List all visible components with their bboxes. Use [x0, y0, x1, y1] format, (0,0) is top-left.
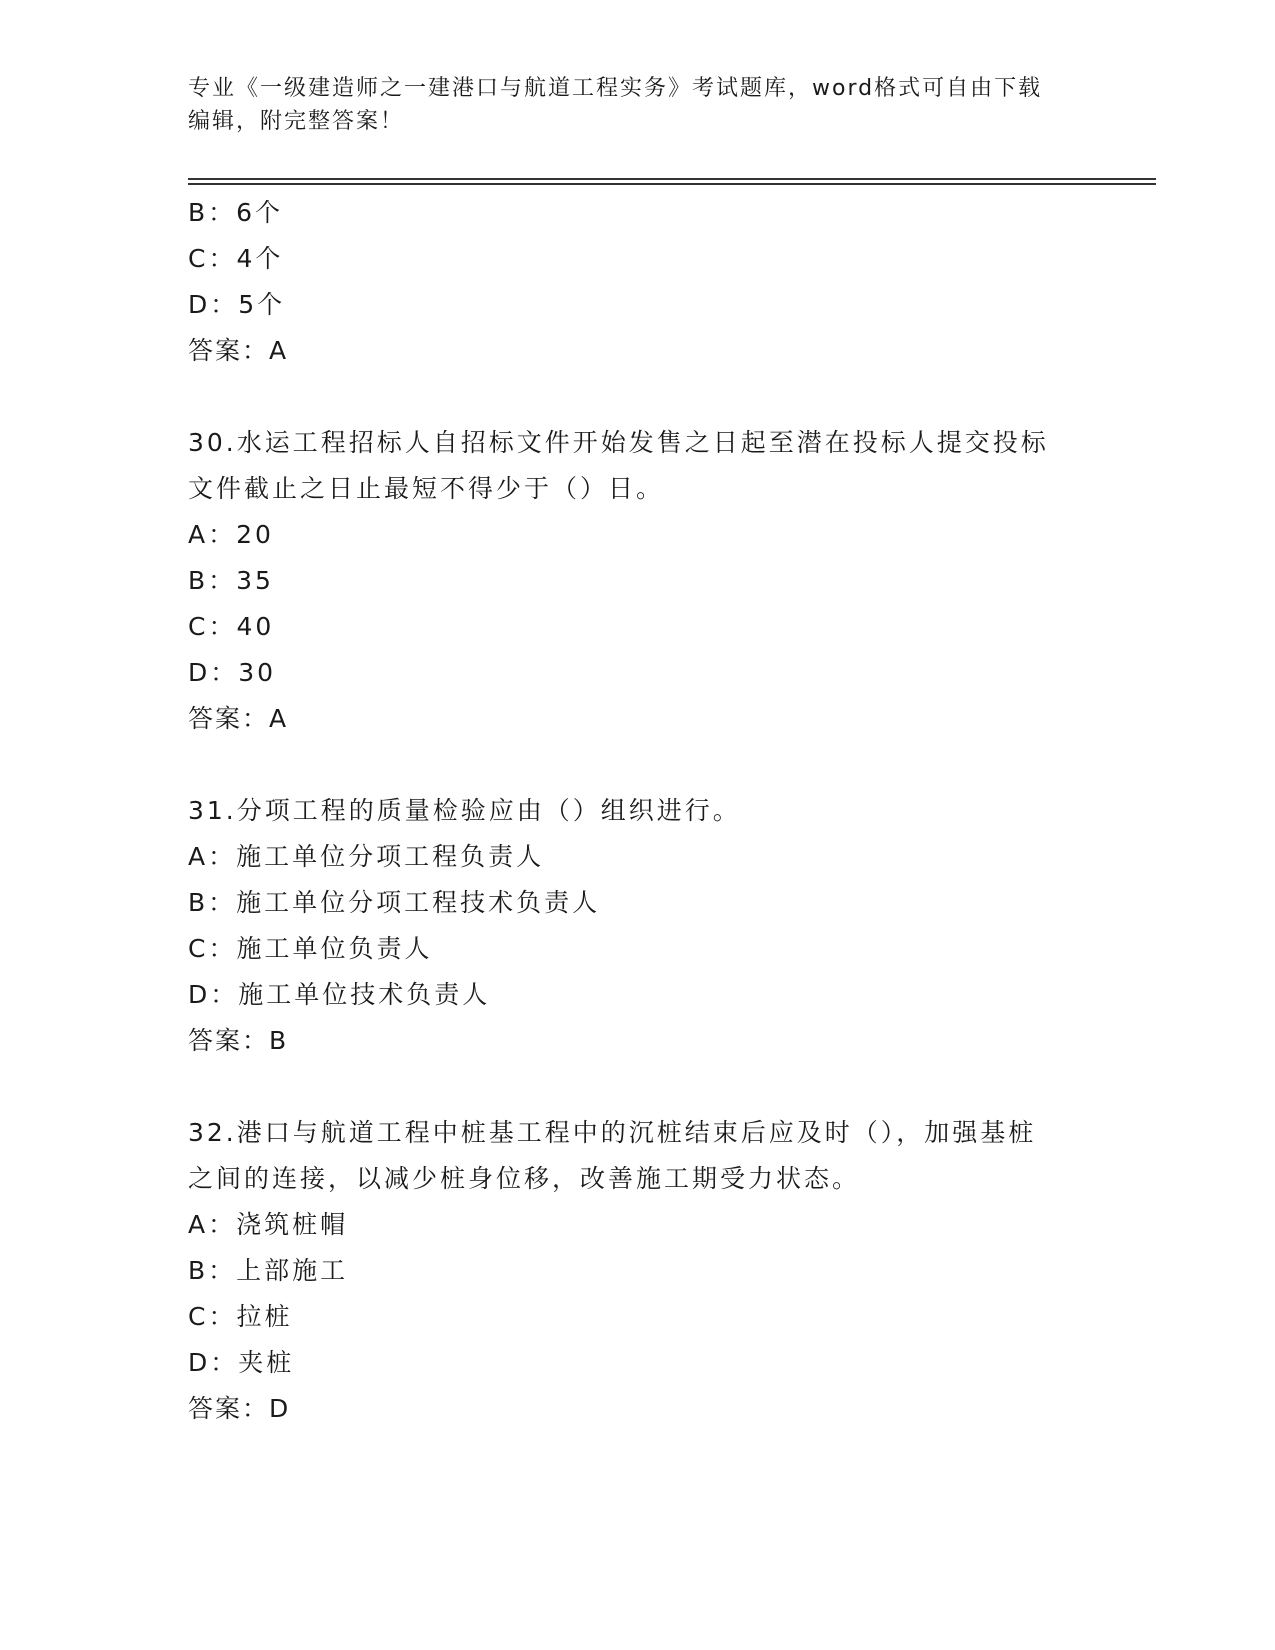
option-b: B：施工单位分项工程技术负责人: [188, 888, 601, 917]
question-content: [188, 190, 1088, 1432]
question-stem-line-1: 31.分项工程的质量检验应由（）组织进行。: [188, 796, 741, 825]
spacer: [188, 742, 1088, 788]
option-d: D：施工单位技术负责人: [188, 980, 491, 1009]
answer-line: 答案：A: [188, 336, 289, 365]
header-divider-top: [188, 178, 1156, 180]
option-d: D：5个: [188, 290, 286, 319]
answer-line: 答案：D: [188, 1394, 291, 1423]
question-block-32: [188, 1110, 1088, 1432]
option-d: D：30: [188, 658, 277, 687]
option-b: B：35: [188, 566, 274, 595]
answer-line: 答案：A: [188, 704, 289, 733]
header-line-1: 专业《一级建造师之一建港口与航道工程实务》考试题库，word格式可自由下载: [188, 76, 1043, 101]
question-stem-line-1: 30.水运工程招标人自招标文件开始发售之日起至潜在投标人提交投标: [188, 428, 1049, 457]
header-divider-bottom: [188, 183, 1156, 185]
option-c: C：施工单位负责人: [188, 934, 433, 963]
spacer: [188, 374, 1088, 420]
header-line-2: 编辑，附完整答案！: [188, 109, 405, 134]
question-block-31: [188, 788, 1088, 1064]
document-header: [188, 72, 1088, 138]
option-a: A：20: [188, 520, 274, 549]
option-d: D：夹桩: [188, 1348, 295, 1377]
spacer: [188, 1064, 1088, 1110]
question-block-continued: [188, 190, 1088, 374]
question-stem-line-1: 32.港口与航道工程中桩基工程中的沉桩结束后应及时（），加强基桩: [188, 1118, 1037, 1147]
answer-line: 答案：B: [188, 1026, 289, 1055]
option-b: B：上部施工: [188, 1256, 349, 1285]
option-c: C：40: [188, 612, 275, 641]
question-block-30: [188, 420, 1088, 742]
option-b: B：6个: [188, 198, 284, 227]
option-a: A：浇筑桩帽: [188, 1210, 349, 1239]
option-c: C：拉桩: [188, 1302, 293, 1331]
question-stem-line-2: 文件截止之日止最短不得少于（）日。: [188, 474, 665, 503]
option-a: A：施工单位分项工程负责人: [188, 842, 545, 871]
option-c: C：4个: [188, 244, 284, 273]
question-stem-line-2: 之间的连接，以减少桩身位移，改善施工期受力状态。: [188, 1164, 861, 1193]
